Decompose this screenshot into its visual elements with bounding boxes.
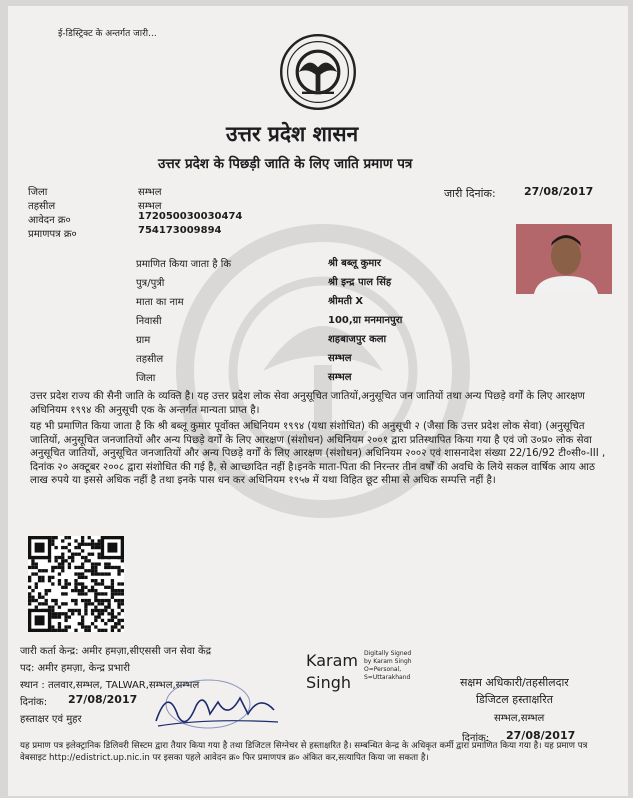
authority-sign: डिजिटल हस्ताक्षरित: [476, 693, 553, 706]
issuer-date: 27/08/2017: [68, 693, 138, 706]
certificate-title: उत्तर प्रदेश के पिछड़ी जाति के लिए जाति प्रमाण पत्र: [158, 156, 413, 172]
digital-sign-detail-2: by Karam Singh: [364, 658, 412, 665]
issuer-center: जारी कर्ता केन्द्र: अमीर हमज़ा,सीएससी जन सेवा केंद्र: [20, 646, 211, 657]
meta-value-certificate-no: 754173009894: [138, 225, 222, 236]
digital-sign-name-2: Singh: [306, 673, 352, 692]
meta-value-district: सम्भल: [138, 187, 162, 198]
row-value-tehsil: सम्भल: [328, 353, 352, 364]
row-value-parent: श्री इन्द्र पाल सिंह: [328, 277, 392, 288]
digital-sign-name-1: Karam: [306, 651, 358, 670]
digital-sign-detail-3: O=Personal,: [364, 666, 402, 673]
row-value-village: शहबाजपुर कला: [328, 334, 387, 345]
issuer-place: स्थान : तलवार,सम्भल, TALWAR,सम्भल,सम्भल: [20, 680, 200, 691]
meta-value-tehsil: सम्भल: [138, 201, 162, 212]
authority-date-label: दिनांक:: [462, 733, 490, 744]
footer-note: यह प्रमाण पत्र इलेक्ट्रानिक डिलिवरी सिस्टम द्वारा तैयार किया गया है तथा डिजिटल सिग्नेचर से हस्ताक्षरित है। सम्बन्धित केन्द्र के अधिकृत कर्मी द्वारा प्रमाणित किया गया है। यह प्रमाण पत्र वेबसाइट http://edistrict.up.nic.in पर इसका पहले आवेदन क्र० फिर प्रमाणपत्र क्र० अंकित कर,सत्यापित किया जा सकता है।: [20, 741, 588, 763]
issuer-date-label: दिनांक:: [20, 697, 48, 708]
state-emblem-icon: [278, 32, 358, 112]
row-value-name: श्री बब्लू कुमार: [328, 258, 381, 269]
authority-date: 27/08/2017: [506, 729, 576, 742]
meta-label-district: जिला: [28, 187, 48, 198]
issuer-by: पद: अमीर हमज़ा, केन्द्र प्रभारी: [20, 663, 130, 674]
applicant-photo: [516, 224, 612, 294]
digital-sign-detail-1: Digitally Signed: [364, 650, 412, 657]
row-label-name: प्रमाणित किया जाता है कि: [136, 259, 232, 270]
row-value-mother: श्रीमती X: [328, 296, 364, 307]
paragraph-declaration: यह भी प्रमाणित किया जाता है कि श्री बब्लू कुमार पूर्वोक्त अधिनियम १९९४ (यथा संशोधित) की अनुसूची २ (जैसा कि उत्तर प्रदेश लोक सेवा) (अनुसूचित जातियों, अनुसूचित जनजातियों और अन्य पिछड़े वर्गों के लिए आरक्षण (संशोधन) अधिनियम २००१ द्वारा प्रतिस्थापित किया गया है एवं जो उ०प्र० लोक सेवा अनुसूचित जातियों, अनुसूचित जनजातियों और अन्य पिछड़े वर्गों के लिए आरक्षण (संशोधन) अधिनियम २००२ एवं शासनादेश संख्या 22/16/92 टी०सी०-III , दिनांक २० अक्टूबर २००८ द्वारा संशोधित की गई है, से आच्छादित नहीं है।इनके माता-पिता की निरन्तर तीन वर्षों की अवधि के लिये सकल वार्षिक आय आठ लाख रुपये या इससे अधिक नहीं है तथा इनके पास धन कर अधिनियम १९५७ में यथा विहित छूट सीमा से अधिक सम्पत्ति नहीं है।: [30, 421, 606, 487]
paragraph-caste: उत्तर प्रदेश राज्य की सैनी जाति के व्यक्ति है। यह उत्तर प्रदेश लोक सेवा अनुसूचित जातियों,अनुसूचित जन जातियों तथा अन्य पिछड़े वर्गों के लिए आरक्षण अधिनियम १९९४ की अनुसूची एक के अन्तर्गत मान्यता प्राप्त है।: [30, 391, 585, 416]
digital-sign-detail-4: S=Uttarakhand: [364, 674, 411, 681]
handwritten-signature-icon: [148, 676, 288, 736]
meta-label-application: आवेदन क्र०: [28, 215, 71, 226]
row-value-resident: 100,ग्रा मनमानपुरा: [328, 315, 403, 326]
person-photo-icon: [516, 224, 612, 294]
qr-code-icon: [28, 536, 124, 632]
meta-label-tehsil: तहसील: [28, 201, 56, 212]
row-label-district: जिला: [136, 373, 156, 384]
authority-place: सम्भल,सम्भल: [494, 713, 545, 724]
authority-title: सक्षम अधिकारी/तहसीलदार: [460, 676, 569, 689]
meta-value-application: 172050030030474: [138, 211, 243, 222]
header-note: ई-डिस्ट्रिक्ट के अन्तर्गत जारी...: [58, 29, 157, 39]
certificate-page: [8, 6, 628, 796]
row-value-district: सम्भल: [328, 372, 352, 383]
issuer-seal-label: हस्ताक्षर एवं मुहर: [20, 714, 82, 725]
government-title: उत्तर प्रदेश शासन: [226, 122, 359, 146]
issue-date: 27/08/2017: [524, 185, 594, 198]
meta-label-certificate-no: प्रमाणपत्र क्र०: [28, 229, 77, 240]
row-label-resident: निवासी: [136, 316, 162, 327]
row-label-tehsil: तहसील: [136, 354, 164, 365]
issue-date-label: जारी दिनांक:: [444, 187, 496, 200]
row-label-village: ग्राम: [136, 335, 151, 346]
row-label-mother: माता का नाम: [136, 297, 184, 308]
row-label-parent: पुत्र/पुत्री: [136, 278, 165, 289]
